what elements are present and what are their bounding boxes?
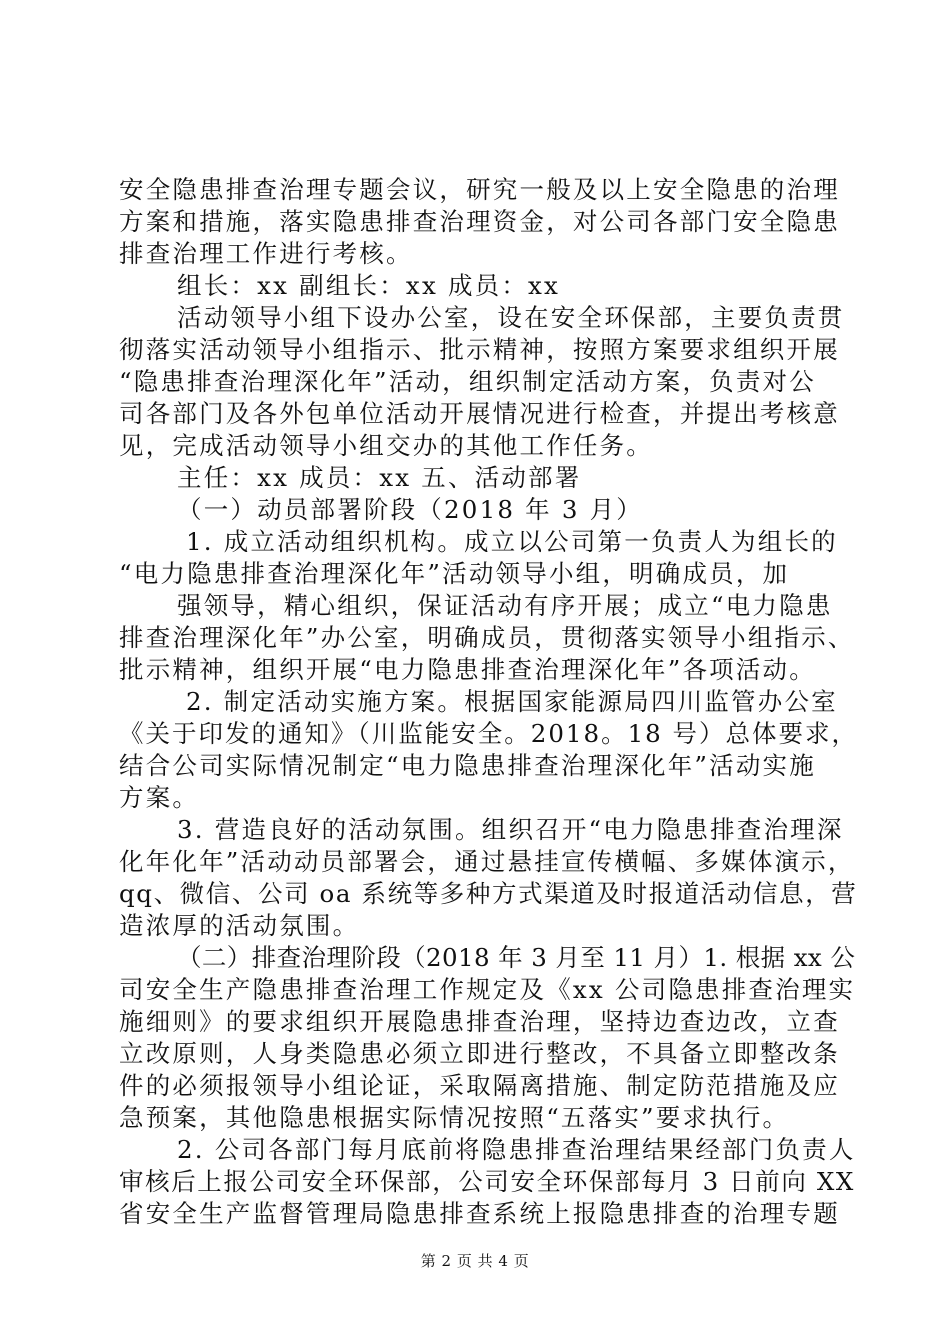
section-heading: （一）动员部署阶段（2018 年 3 月） <box>177 495 644 524</box>
body-line: 排查治理工作进行考核。 <box>119 239 413 268</box>
body-line: 省安全生产监督管理局隐患排查系统上报隐患排查的治理专题 <box>119 1199 840 1228</box>
body-line: 造浓厚的活动氛围。 <box>119 911 360 940</box>
body-line: 2. 公司各部门每月底前将隐患排查治理结果经部门负责人 <box>177 1135 856 1164</box>
body-line: 司各部门及各外包单位活动开展情况进行检查，并提出考核意 <box>119 399 840 428</box>
body-line: 见，完成活动领导小组交办的其他工作任务。 <box>119 431 653 460</box>
body-line: 2. 制定活动实施方案。根据国家能源局四川监管办公室 <box>186 687 838 716</box>
body-line: qq、微信、公司 oa 系统等多种方式渠道及时报道活动信息，营 <box>119 879 858 908</box>
body-line: 立改原则，人身类隐患必须立即进行整改，不具备立即整改条 <box>119 1039 840 1068</box>
body-line: 彻落实活动领导小组指示、批示精神，按照方案要求组织开展 <box>119 335 840 364</box>
body-line: 排查治理深化年”办公室，明确成员，贯彻落实领导小组指示、 <box>119 623 855 652</box>
body-line: 活动领导小组下设办公室，设在安全环保部，主要负责贯 <box>177 303 845 332</box>
body-line: 1. 成立活动组织机构。成立以公司第一负责人为组长的 <box>186 527 838 556</box>
body-line: 化年化年”活动动员部署会，通过悬挂宣传横幅、多媒体演示， <box>119 847 855 876</box>
body-line: 安全隐患排查治理专题会议，研究一般及以上安全隐患的治理 <box>119 175 840 204</box>
page-number-footer: 第 2 页 共 4 页 <box>420 1252 530 1270</box>
body-line: 急预案，其他隐患根据实际情况按照“五落实”要求执行。 <box>119 1103 790 1132</box>
body-line: 件的必须报领导小组论证，采取隔离措施、制定防范措施及应 <box>119 1071 840 1100</box>
body-line: 司安全生产隐患排查治理工作规定及《xx 公司隐患排查治理实 <box>119 975 856 1004</box>
body-line: 批示精神，组织开展“电力隐患排查治理深化年”各项活动。 <box>119 655 816 684</box>
body-line: 强领导，精心组织，保证活动有序开展；成立“电力隐患 <box>177 591 833 620</box>
body-line: 组长：xx 副组长：xx 成员：xx <box>177 271 561 300</box>
section-heading: （二）排查治理阶段（2018 年 3 月至 11 月）1. 根据 xx 公 <box>177 943 856 972</box>
body-line: 3. 营造良好的活动氛围。组织召开“电力隐患排查治理深 <box>177 815 844 844</box>
body-line: 施细则》的要求组织开展隐患排查治理，坚持边查边改，立查 <box>119 1007 840 1036</box>
body-line: “隐患排查治理深化年”活动，组织制定活动方案，负责对公 <box>119 367 816 396</box>
body-line: “电力隐患排查治理深化年”活动领导小组，明确成员，加 <box>119 559 790 588</box>
body-line: 《关于印发的通知》（川监能安全。2018。18 号）总体要求， <box>119 719 859 748</box>
body-line: 方案。 <box>119 783 200 812</box>
body-line: 审核后上报公司安全环保部，公司安全环保部每月 3 日前向 XX <box>119 1167 855 1196</box>
body-line: 方案和措施，落实隐患排查治理资金，对公司各部门安全隐患 <box>119 207 840 236</box>
body-line: 主任：xx 成员：xx 五、活动部署 <box>177 463 582 492</box>
body-line: 结合公司实际情况制定“电力隐患排查治理深化年”活动实施 <box>119 751 816 780</box>
